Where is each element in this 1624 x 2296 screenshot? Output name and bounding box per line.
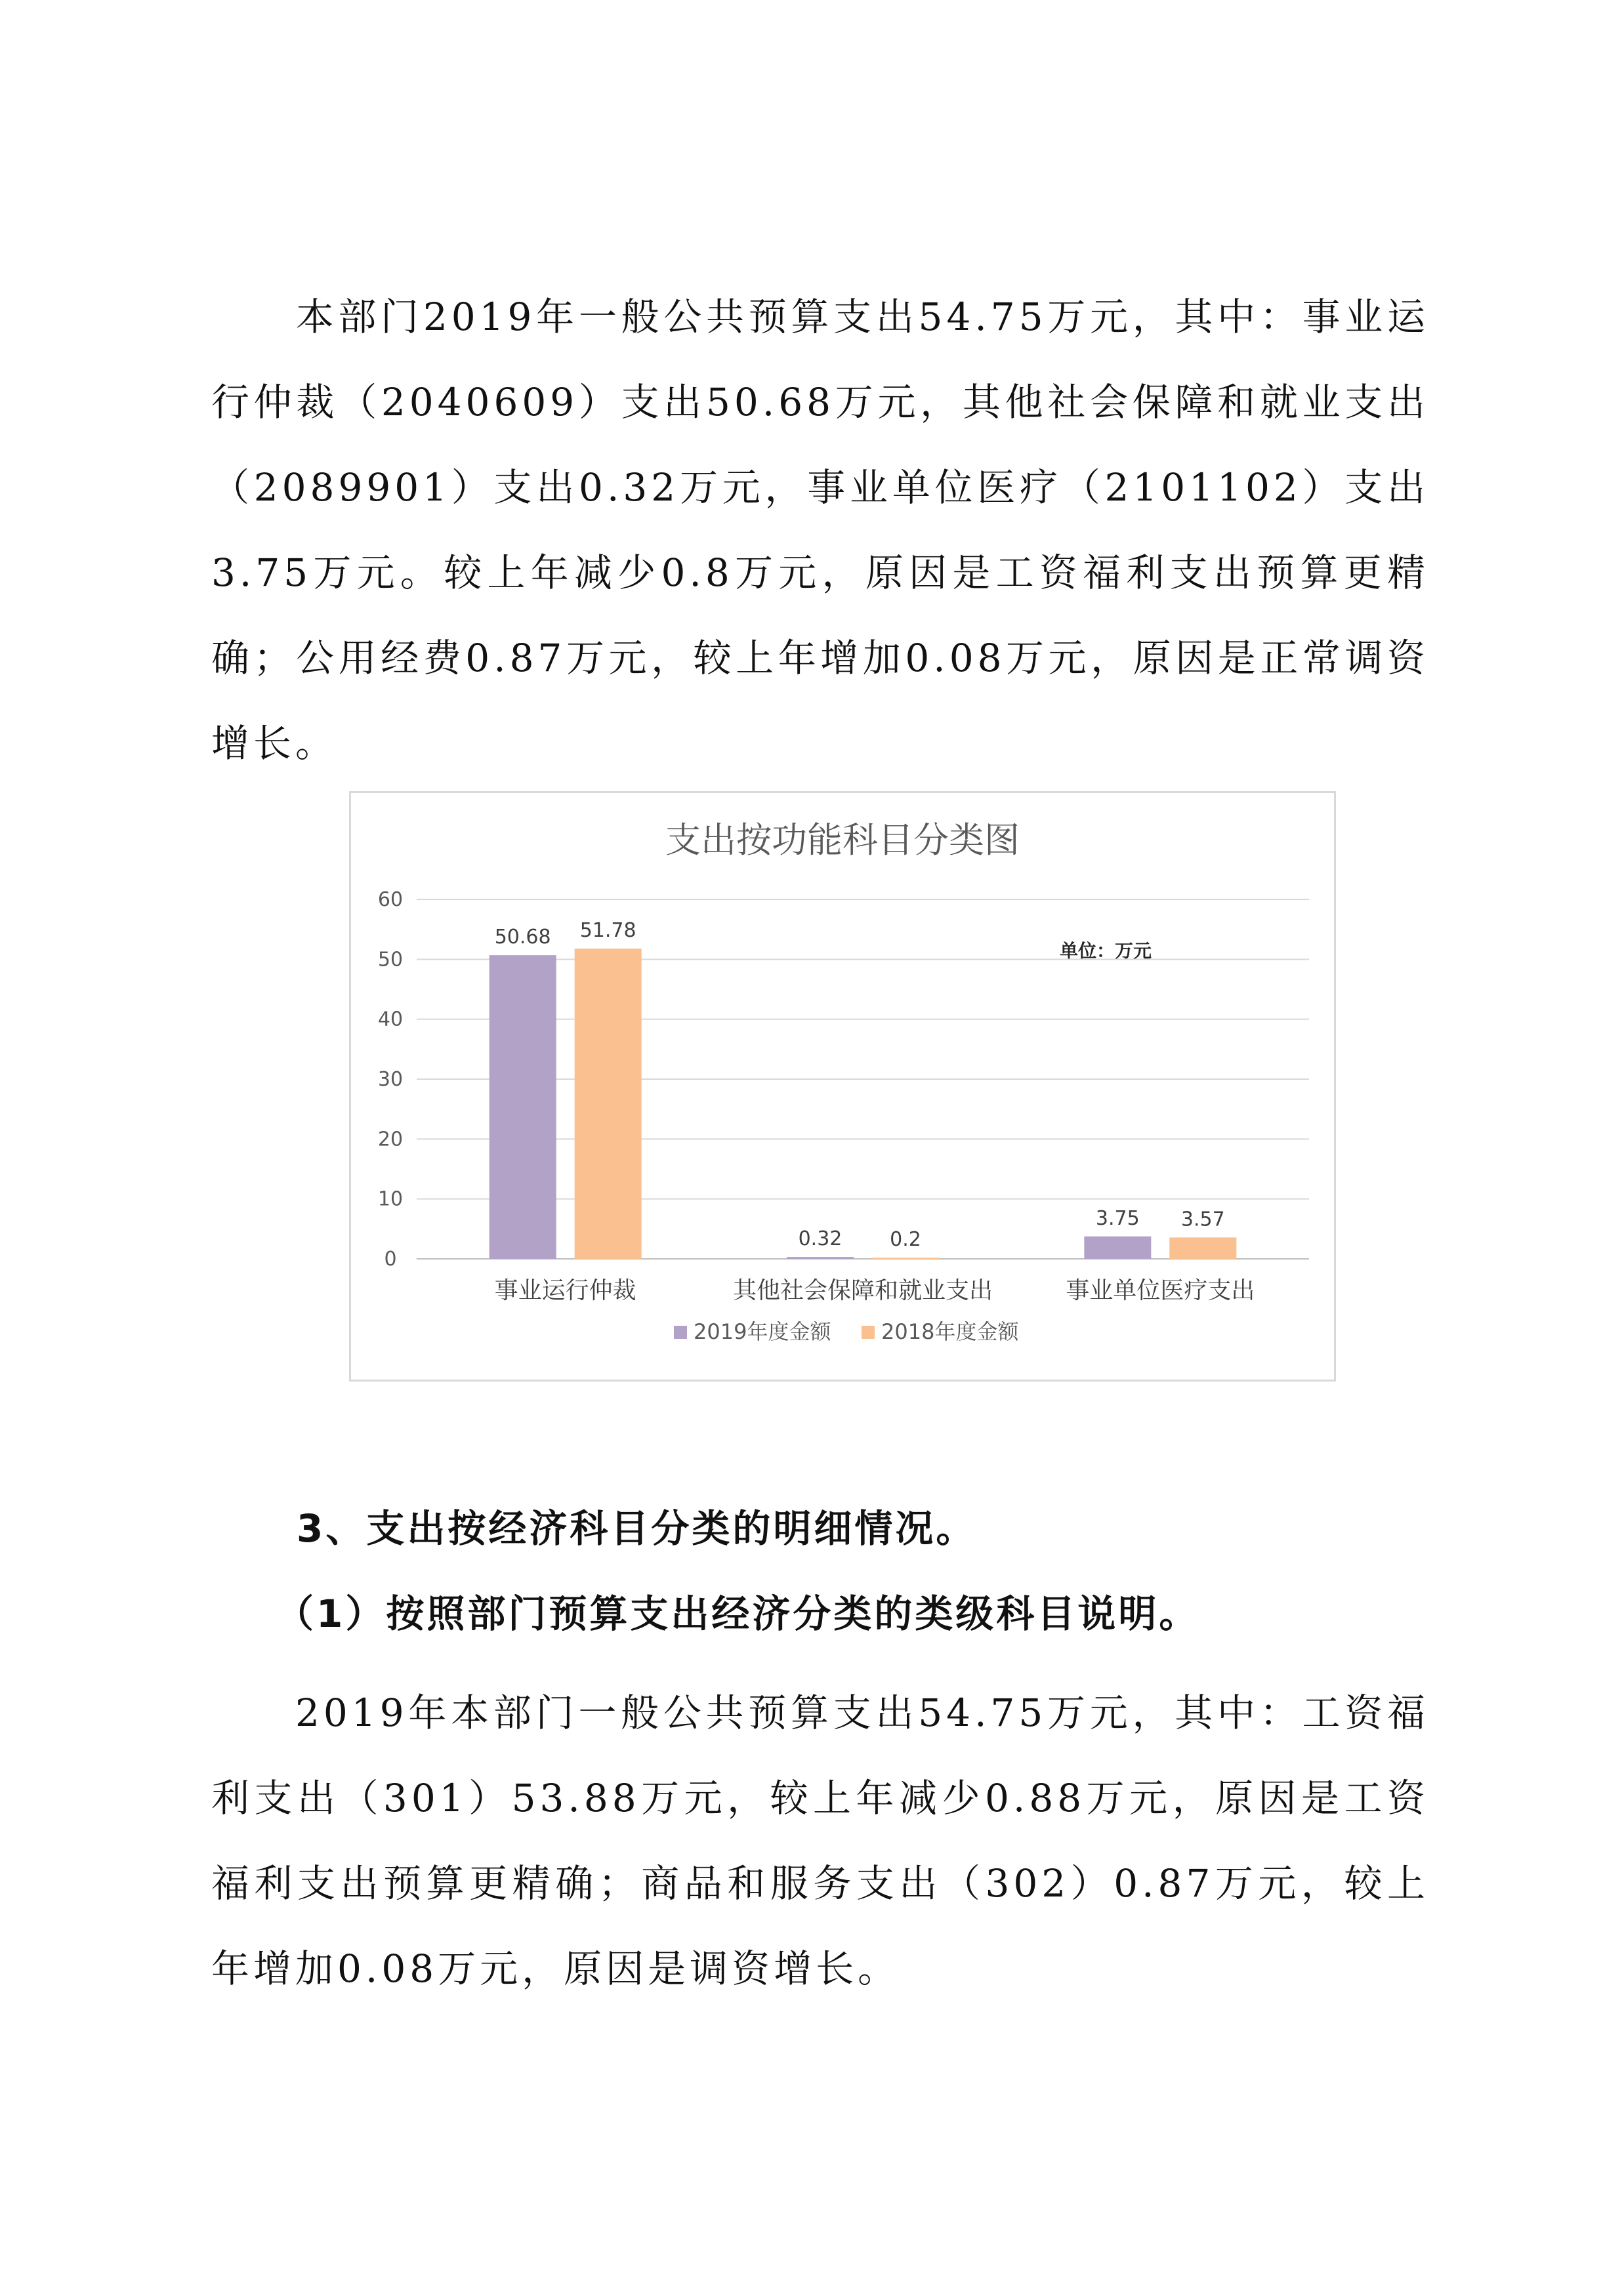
data-label: 50.68 [494,926,551,949]
bar-2019-cat0 [489,955,556,1259]
data-label: 0.2 [890,1228,921,1252]
y-tick-label: 20 [377,1128,404,1151]
bar-2019-cat2 [1084,1237,1151,1259]
bar-2018-cat0 [575,949,642,1259]
bar-2018-cat2 [1169,1237,1236,1259]
legend-entry: 2019年度金额 [694,1319,831,1344]
y-tick-label: 50 [377,948,404,972]
data-label: 3.57 [1180,1208,1225,1231]
legend-swatch [862,1326,875,1339]
data-label: 3.75 [1095,1206,1140,1230]
category-label: 事业单位医疗支出 [1066,1277,1255,1304]
chart-canvas [351,793,1334,1380]
bar-2018-cat1 [872,1258,939,1259]
data-label: 0.32 [798,1227,843,1251]
unit-note: 单位：万元 [1059,940,1152,962]
y-tick-label: 60 [377,888,404,911]
paragraph-budget-economic: 2019年本部门一般公共预算支出54.75万元，其中：工资福利支出（301）53.88万元，较上年减少0.88万元，原因是工资福利支出预算更精确；商品和服务支出（302）0.87万元，较上年增加0.08万元，原因是调资增长。 [211,1691,1429,1991]
functional-expenditure-chart [349,791,1336,1382]
paragraph-budget-functional: 本部门2019年一般公共预算支出54.75万元，其中：事业运行仲裁（2040609）支出50.68万元，其他社会保障和就业支出（2089901）支出0.32万元，事业单位医疗（2101102）支出3.75万元。较上年减少0.8万元，原因是工资福利支出预算更精确；公用经费0.87万元，较上年增加0.08万元，原因是正常调资增长。 [211,295,1429,766]
data-label: 51.78 [579,919,636,943]
y-tick-label: 10 [377,1187,404,1211]
section-heading-economic: 3、支出按经济科目分类的明细情况。 [297,1506,977,1551]
category-label: 事业运行仲裁 [494,1277,636,1304]
bar-2019-cat1 [787,1257,854,1259]
y-tick-label: 0 [384,1248,397,1271]
chart-title: 支出按功能科目分类图 [665,819,1020,861]
y-tick-label: 40 [377,1008,404,1031]
y-tick-label: 30 [377,1068,404,1091]
legend-swatch [674,1326,687,1339]
category-label: 其他社会保障和就业支出 [732,1277,993,1304]
legend-entry: 2018年度金额 [881,1319,1019,1344]
subsection-heading-class-level: （1）按照部门预算支出经济分类的类级科目说明。 [276,1591,1200,1636]
